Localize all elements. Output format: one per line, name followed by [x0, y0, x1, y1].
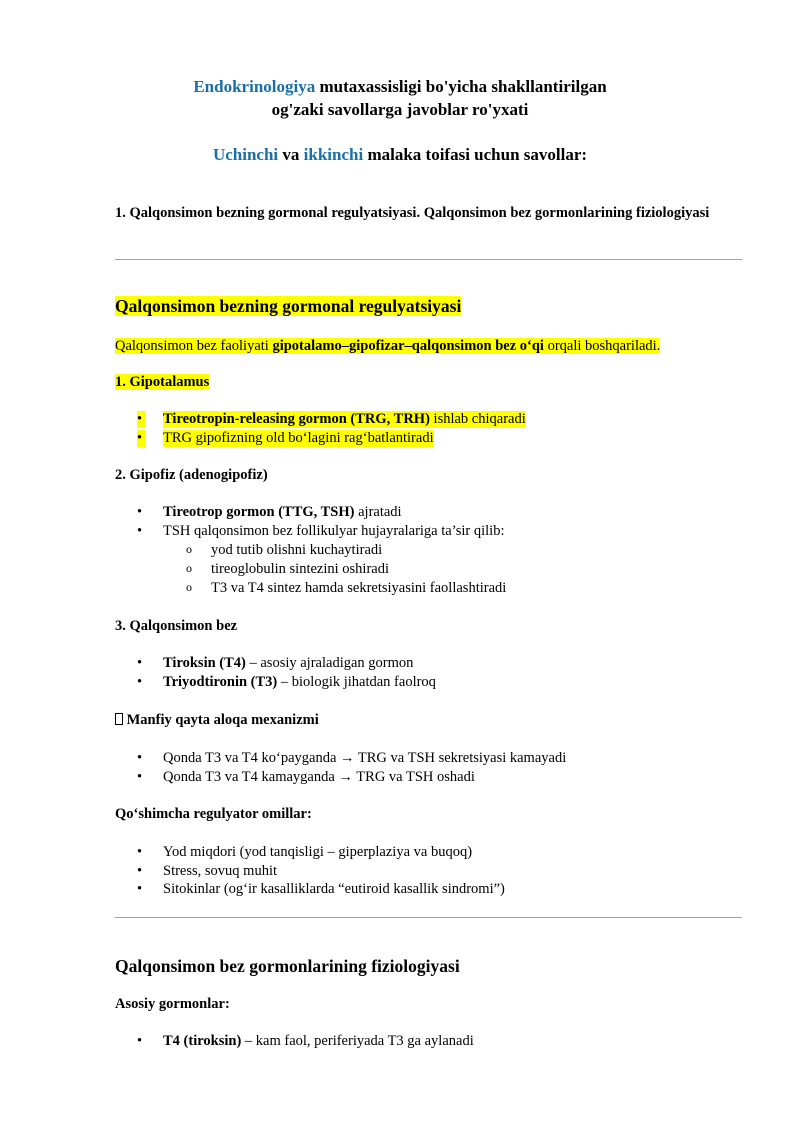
divider — [115, 917, 742, 918]
feedback-heading — [115, 712, 319, 729]
gipofiz-heading: 2. Gipofiz (adenogipofiz) — [115, 467, 268, 483]
list-item-text — [163, 1033, 474, 1050]
section2-subheading: Asosiy gormonlar: — [115, 996, 230, 1012]
title-conjunction: va — [278, 145, 304, 164]
list-item-text — [163, 504, 402, 521]
bullet-icon: • — [137, 504, 143, 520]
item-rest: ishlab chiqaradi — [429, 411, 526, 427]
intro-end: orqali boshqariladi. — [543, 338, 661, 354]
gipotalamus-heading — [115, 374, 209, 391]
bullet-icon: • — [137, 411, 146, 428]
title-line-3 — [0, 145, 800, 165]
section1-intro — [115, 338, 660, 355]
sub-list-item-text: tireoglobulin sintezini oshiradi — [211, 561, 390, 577]
question-text: 1. Qalqonsimon bezning gormonal regulyatsiyasi. Qalqonsimon bez gormonlarining fiziologiyasi — [115, 205, 710, 221]
item-bold: Tireotrop gormon (TTG, TSH) — [163, 504, 355, 520]
title-line-1-rest: mutaxassisligi bo'yicha shakllantirilgan — [315, 77, 607, 96]
list-item-text: TRG gipofizning old bo‘lagini rag‘batlantiradi — [163, 430, 434, 446]
bullet-icon: • — [137, 750, 143, 766]
feedback-heading-text: Manfiy qayta aloqa mexanizmi — [123, 712, 319, 728]
extra-heading: Qo‘shimcha regulyator omillar: — [115, 806, 312, 822]
bullet-icon: • — [137, 863, 143, 879]
title-specialty: Endokrinologiya — [193, 77, 316, 96]
bullet-icon: • — [137, 430, 146, 447]
intro-text: Qalqonsimon bez faoliyati — [115, 338, 273, 354]
bullet-icon: • — [137, 844, 143, 860]
section2-heading: Qalqonsimon bez gormonlarining fiziologiyasi — [115, 956, 460, 976]
item-bold: Triyodtironin (T3) — [163, 674, 278, 690]
bez-heading: 3. Qalqonsimon bez — [115, 618, 238, 634]
item-bold: Tiroksin (T4) — [163, 655, 246, 671]
title-category-2: ikkinchi — [303, 145, 364, 164]
title-category-1: Uchinchi — [212, 145, 279, 164]
list-item-text: Qonda T3 va T4 ko‘payganda → TRG va TSH sekretsiyasi kamayadi — [163, 750, 567, 766]
list-item-text — [163, 674, 436, 691]
list-item-text: Stress, sovuq muhit — [163, 863, 277, 879]
bullet-icon: • — [137, 769, 143, 785]
item-rest: – biologik jihatdan faolroq — [277, 674, 436, 690]
sub-bullet-icon: o — [186, 580, 192, 594]
sub-bullet-icon: o — [186, 561, 192, 575]
title-line-3-rest: malaka toifasi uchun savollar: — [363, 145, 588, 164]
title-line-1 — [0, 77, 800, 97]
intro-bold: gipotalamo–gipofizar–qalqonsimon bez o‘qi — [272, 338, 544, 354]
item-rest: – asosiy ajraladigan gormon — [245, 655, 414, 671]
list-item-text: Sitokinlar (og‘ir kasalliklarda “eutiroid kasallik sindromi”) — [163, 881, 505, 897]
section1-heading: Qalqonsimon bezning gormonal regulyatsiyasi — [115, 296, 462, 316]
bullet-icon: • — [137, 881, 143, 897]
section-heading — [115, 296, 461, 317]
bullet-icon: • — [137, 1033, 143, 1049]
gipotalamus-heading-text: 1. Gipotalamus — [115, 374, 210, 390]
item-bold: Tireotropin-releasing gormon (TRG, TRH) — [163, 411, 430, 427]
bullet-icon: • — [137, 523, 143, 539]
list-item-text — [163, 655, 413, 672]
title-line-2: og'zaki savollarga javoblar ro'yxati — [271, 100, 529, 119]
list-item-text — [163, 411, 526, 428]
sub-bullet-icon: o — [186, 542, 192, 556]
missing-glyph-icon — [115, 713, 123, 725]
list-item-text: TSH qalqonsimon bez follikulyar hujayralariga ta’sir qilib: — [163, 523, 505, 539]
divider — [115, 259, 742, 260]
list-item-text: Yod miqdori (yod tanqisligi – giperplaziya va buqoq) — [163, 844, 473, 860]
item-rest: ajratadi — [354, 504, 402, 520]
item-rest: – kam faol, periferiyada T3 ga aylanadi — [241, 1033, 474, 1049]
sub-list-item-text: yod tutib olishni kuchaytiradi — [211, 542, 383, 558]
bullet-icon: • — [137, 674, 143, 690]
item-bold: T4 (tiroksin) — [163, 1033, 242, 1049]
sub-list-item-text: T3 va T4 sintez hamda sekretsiyasini faollashtiradi — [211, 580, 507, 596]
bullet-icon: • — [137, 655, 143, 671]
list-item-text: Qonda T3 va T4 kamayganda → TRG va TSH oshadi — [163, 769, 475, 785]
